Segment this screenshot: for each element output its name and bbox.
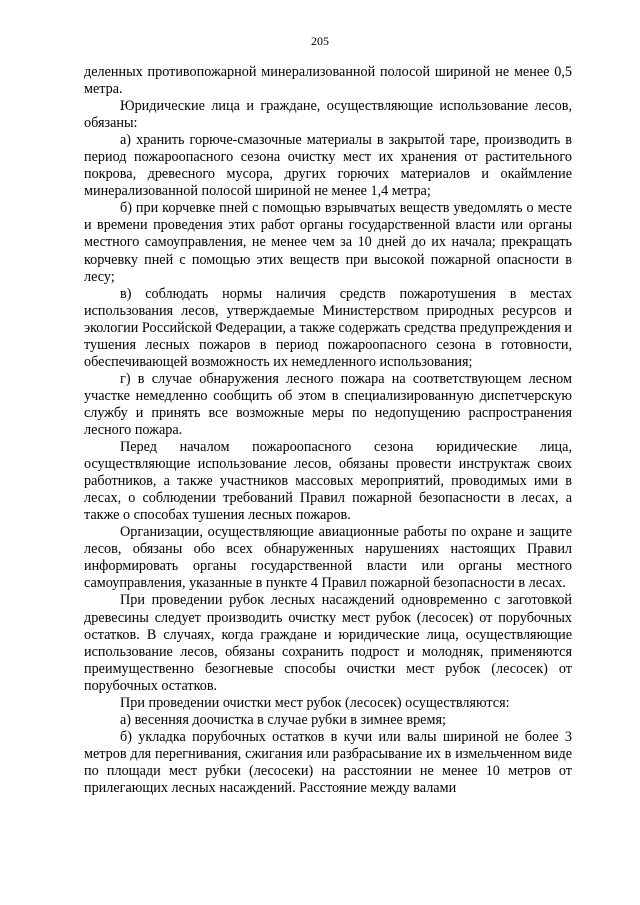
paragraph: в) соблюдать нормы наличия средств пожаротушения в местах использования лесов, утверждаемые Министерством природных ресурсов и экологии Российской Федерации, а также содержать средства предупреждения и тушения лесных пожаров в период пожароопасного сезона в готовности, обеспечивающей возможность их немедленного использования; — [84, 285, 572, 370]
paragraph: деленных противопожарной минерализованной полосой шириной не менее 0,5 метра. — [84, 64, 572, 98]
paragraph: б) укладка порубочных остатков в кучи или валы шириной не более 3 метров для перегнивания, сжигания или разбрасывание их в измельченном виде по площади мест рубки (лесосеки) на расстоянии не менее 10 метров от прилегающих лесных насаждений. Расстояние между валами — [84, 728, 572, 796]
paragraph: а) хранить горюче-смазочные материалы в закрытой таре, производить в период пожароопасного сезона очистку мест их хранения от растительного покрова, древесного мусора, других горючих материалов и окаймление минерализованной полосой шириной не менее 1,4 метра; — [84, 132, 572, 200]
paragraph: б) при корчевке пней с помощью взрывчатых веществ уведомлять о месте и времени проведения этих работ органы государственной власти или органы местного самоуправления, не менее чем за 10 дней до их начала; прекращать корчевку пней с помощью этих веществ при высокой пожарной опасности в лесу; — [84, 200, 572, 285]
paragraph: Перед началом пожароопасного сезона юридические лица, осуществляющие использование лесов, обязаны провести инструктаж своих работников, а также участников массовых мероприятий, проводимых ими в лесах, о соблюдении требований Правил пожарной безопасности в лесах, а также о способах тушения лесных пожаров. — [84, 439, 572, 524]
page-number: 205 — [311, 34, 329, 48]
paragraph: При проведении очистки мест рубок (лесосек) осуществляются: — [120, 694, 510, 711]
paragraph: При проведении рубок лесных насаждений одновременно с заготовкой древесины следует производить очистку мест рубок (лесосек) от порубочных остатков. В случаях, когда граждане и юридические лица, осуществляющие использование лесов, обязаны сохранить подрост и молодняк, применяются преимущественно безогневые способы очистки мест рубок (лесосек) от порубочных остатков. — [84, 592, 572, 694]
paragraph: а) весенняя доочистка в случае рубки в зимнее время; — [120, 711, 446, 728]
body-text — [84, 64, 572, 797]
paragraph: Организации, осуществляющие авиационные работы по охране и защите лесов, обязаны обо всех обнаруженных нарушениях настоящих Правил информировать органы государственной власти или органы местного самоуправления, указанные в пункте 4 Правил пожарной безопасности в лесах. — [84, 524, 572, 592]
paragraph: Юридические лица и граждане, осуществляющие использование лесов, обязаны: — [84, 98, 572, 132]
paragraph: г) в случае обнаружения лесного пожара на соответствующем лесном участке немедленно сообщить об этом в специализированную диспетчерскую службу и принять все возможные меры по недопущению распространения лесного пожара. — [84, 370, 572, 438]
